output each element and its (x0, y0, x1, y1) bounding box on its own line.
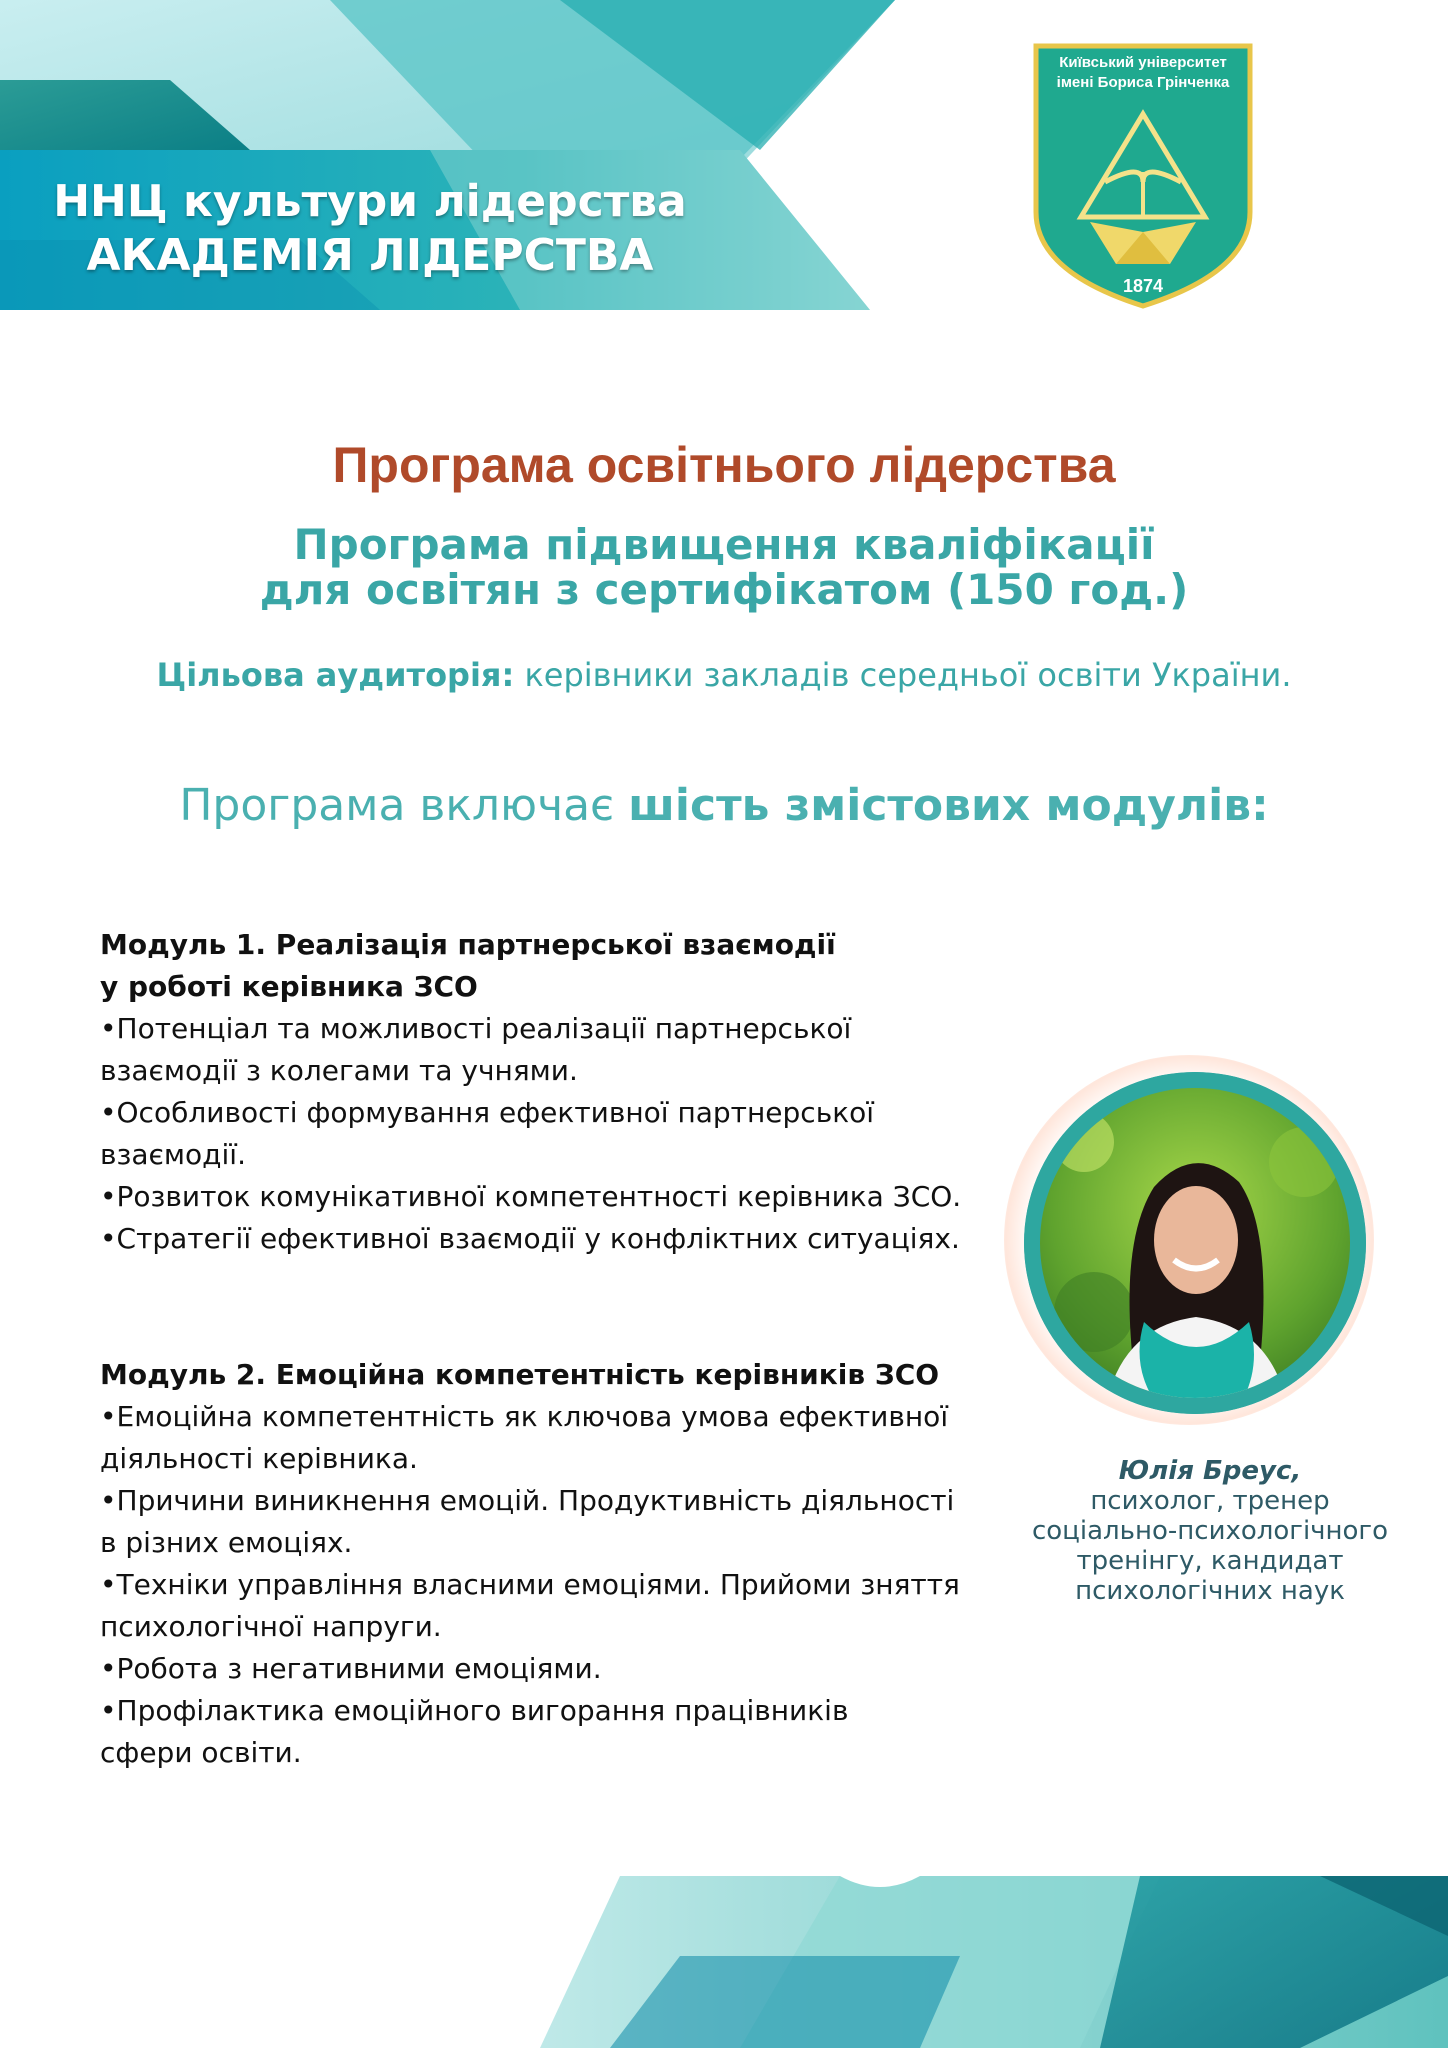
module-1-item: •Розвиток комунікативної компетентності керівника ЗСО. (100, 1180, 962, 1213)
module-1-item: •Стратегії ефективної взаємодії у конфліктних ситуаціях. (100, 1222, 960, 1255)
module-1-item: •Потенціал та можливості реалізації партнерської (100, 1012, 852, 1045)
speaker-role: психолог, тренер (1090, 1486, 1330, 1516)
module-2-item: •Робота з негативними емоціями. (100, 1652, 602, 1685)
modules-intro-prefix: Програма включає (179, 780, 629, 831)
modules-intro (0, 780, 1448, 831)
banner-title-line1: ННЦ культури лідерства (53, 176, 687, 227)
module-1-item: •Особливості формування ефективної партнерської (100, 1096, 875, 1129)
target-audience (0, 656, 1448, 694)
speaker-role: психологічних наук (1075, 1576, 1345, 1606)
module-2-title: Модуль 2. Емоційна компетентність керівників ЗСО (100, 1358, 940, 1391)
module-2-item: •Профілактика емоційного вигорання працівників (100, 1694, 849, 1727)
footer-banner (540, 1876, 1448, 2048)
module-2 (100, 1354, 980, 1774)
module-1-title-line2: у роботі керівника ЗСО (100, 970, 478, 1003)
speaker-role: соціально-психологічного (1031, 1516, 1388, 1546)
logo-year: 1874 (1122, 276, 1164, 296)
module-2-item: •Причини виникнення емоцій. Продуктивність діяльності (100, 1484, 955, 1517)
speaker-role: тренінгу, кандидат (1076, 1546, 1344, 1576)
subtitle-line1: Програма підвищення кваліфікації (293, 520, 1155, 569)
module-1-item: взаємодії з колегами та учнями. (100, 1054, 578, 1087)
speaker-photo (1024, 1072, 1366, 1414)
modules-intro-emphasis: шість змістових модулів: (628, 780, 1269, 831)
module-2-item: діяльності керівника. (100, 1442, 418, 1475)
module-1-item: взаємодії. (100, 1138, 246, 1171)
module-2-item: сфери освіти. (100, 1736, 302, 1769)
module-1-title-line1: Модуль 1. Реалізація партнерської взаємодії (100, 928, 836, 961)
module-1 (100, 924, 980, 1260)
logo-text-line2: імені Бориса Грінченка (1056, 74, 1230, 91)
speaker-name: Юлія Бреус, (1118, 1456, 1302, 1486)
page-title: Програма освітнього лідерства (332, 437, 1116, 493)
module-2-item: в різних емоціях. (100, 1526, 353, 1559)
audience-text: керівники закладів середньої освіти України. (514, 656, 1292, 694)
module-2-item: •Техніки управління власними емоціями. Прийоми зняття (100, 1568, 960, 1601)
subtitle-line2: для освітян з сертифікатом (150 год.) (259, 565, 1189, 614)
logo-text-line1: Київський університет (1059, 54, 1227, 71)
speaker-info (1010, 1456, 1410, 1606)
module-2-item: психологічної напруги. (100, 1610, 442, 1643)
banner-title-line2: АКАДЕМІЯ ЛІДЕРСТВА (86, 230, 654, 281)
module-2-item: •Емоційна компетентність як ключова умова ефективної (100, 1400, 949, 1433)
audience-label: Цільова аудиторія: (156, 656, 515, 694)
